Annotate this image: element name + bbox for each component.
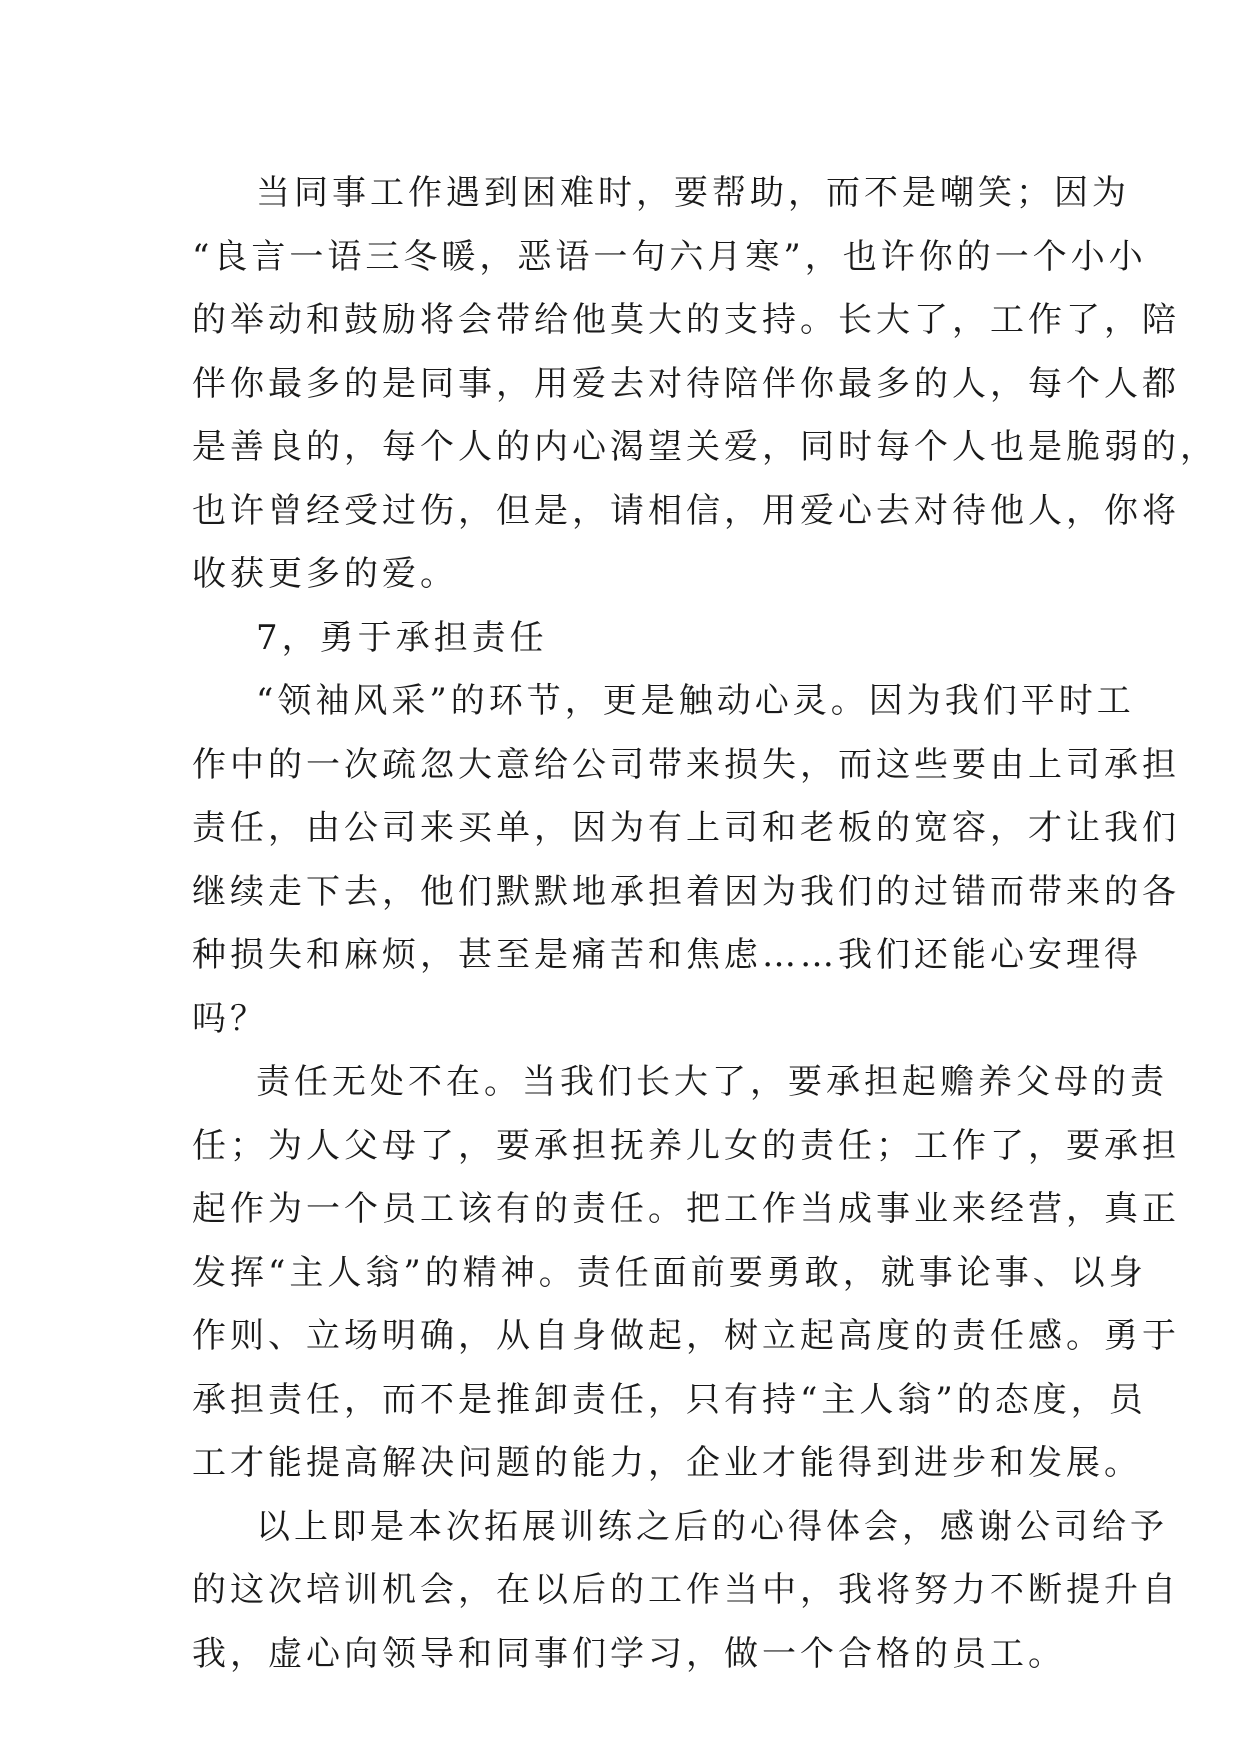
text-line: 种损失和麻烦，甚至是痛苦和焦虑……我们还能心安理得 <box>192 935 1142 975</box>
text-line: 收获更多的爱。 <box>192 554 458 594</box>
text-line: 继续走下去，他们默默地承担着因为我们的过错而带来的各 <box>192 871 1180 912</box>
text-line: 作则、立场明确，从自身做起，树立起高度的责任感。勇于 <box>192 1316 1180 1356</box>
text-line: 也许曾经受过伤，但是，请相信，用爱心去对待他人，你将 <box>192 490 1180 531</box>
text-line: 伴你最多的是同事，用爱去对待陪伴你最多的人，每个人都 <box>192 363 1180 404</box>
text-line: 起作为一个员工该有的责任。把工作当成事业来经营，真正 <box>192 1189 1180 1229</box>
text-line: 责任，由公司来买单，因为有上司和老板的宽容，才让我们 <box>192 808 1180 848</box>
text-line: 当同事工作遇到困难时，要帮助，而不是嘲笑；因为 <box>256 173 1130 213</box>
text-line: 以上即是本次拓展训练之后的心得体会，感谢公司给予 <box>256 1506 1168 1547</box>
text-line: 承担责任，而不是推卸责任，只有持“主人翁”的态度，员 <box>192 1379 1147 1420</box>
text-line: “良言一语三冬暖，恶语一句六月寒”，也许你的一个小小 <box>192 236 1147 277</box>
text-line: 的举动和鼓励将会带给他莫大的支持。长大了，工作了，陪 <box>192 300 1180 340</box>
text-line: 作中的一次疏忽大意给公司带来损失，而这些要由上司承担 <box>192 744 1180 785</box>
text-line: 工才能提高解决问题的能力，企业才能得到进步和发展。 <box>192 1443 1142 1483</box>
text-line: 发挥“主人翁”的精神。责任面前要勇敢，就事论事、以身 <box>192 1252 1147 1293</box>
section-heading: 7，勇于承担责任 <box>256 617 548 658</box>
text-line: 我，虚心向领导和同事们学习，做一个合格的员工。 <box>192 1633 1066 1674</box>
text-line: 责任无处不在。当我们长大了，要承担起赡养父母的责 <box>256 1062 1168 1102</box>
text-line: 的这次培训机会，在以后的工作当中，我将努力不断提升自 <box>192 1570 1180 1610</box>
text-line: 吗？ <box>192 998 268 1039</box>
text-line: “领袖风采”的环节，更是触动心灵。因为我们平时工 <box>256 681 1135 721</box>
document-body <box>192 162 1218 1686</box>
text-line: 是善良的，每个人的内心渴望关爱，同时每个人也是脆弱的， <box>192 427 1218 467</box>
text-line: 任；为人父母了，要承担抚养儿女的责任；工作了，要承担 <box>192 1125 1180 1166</box>
